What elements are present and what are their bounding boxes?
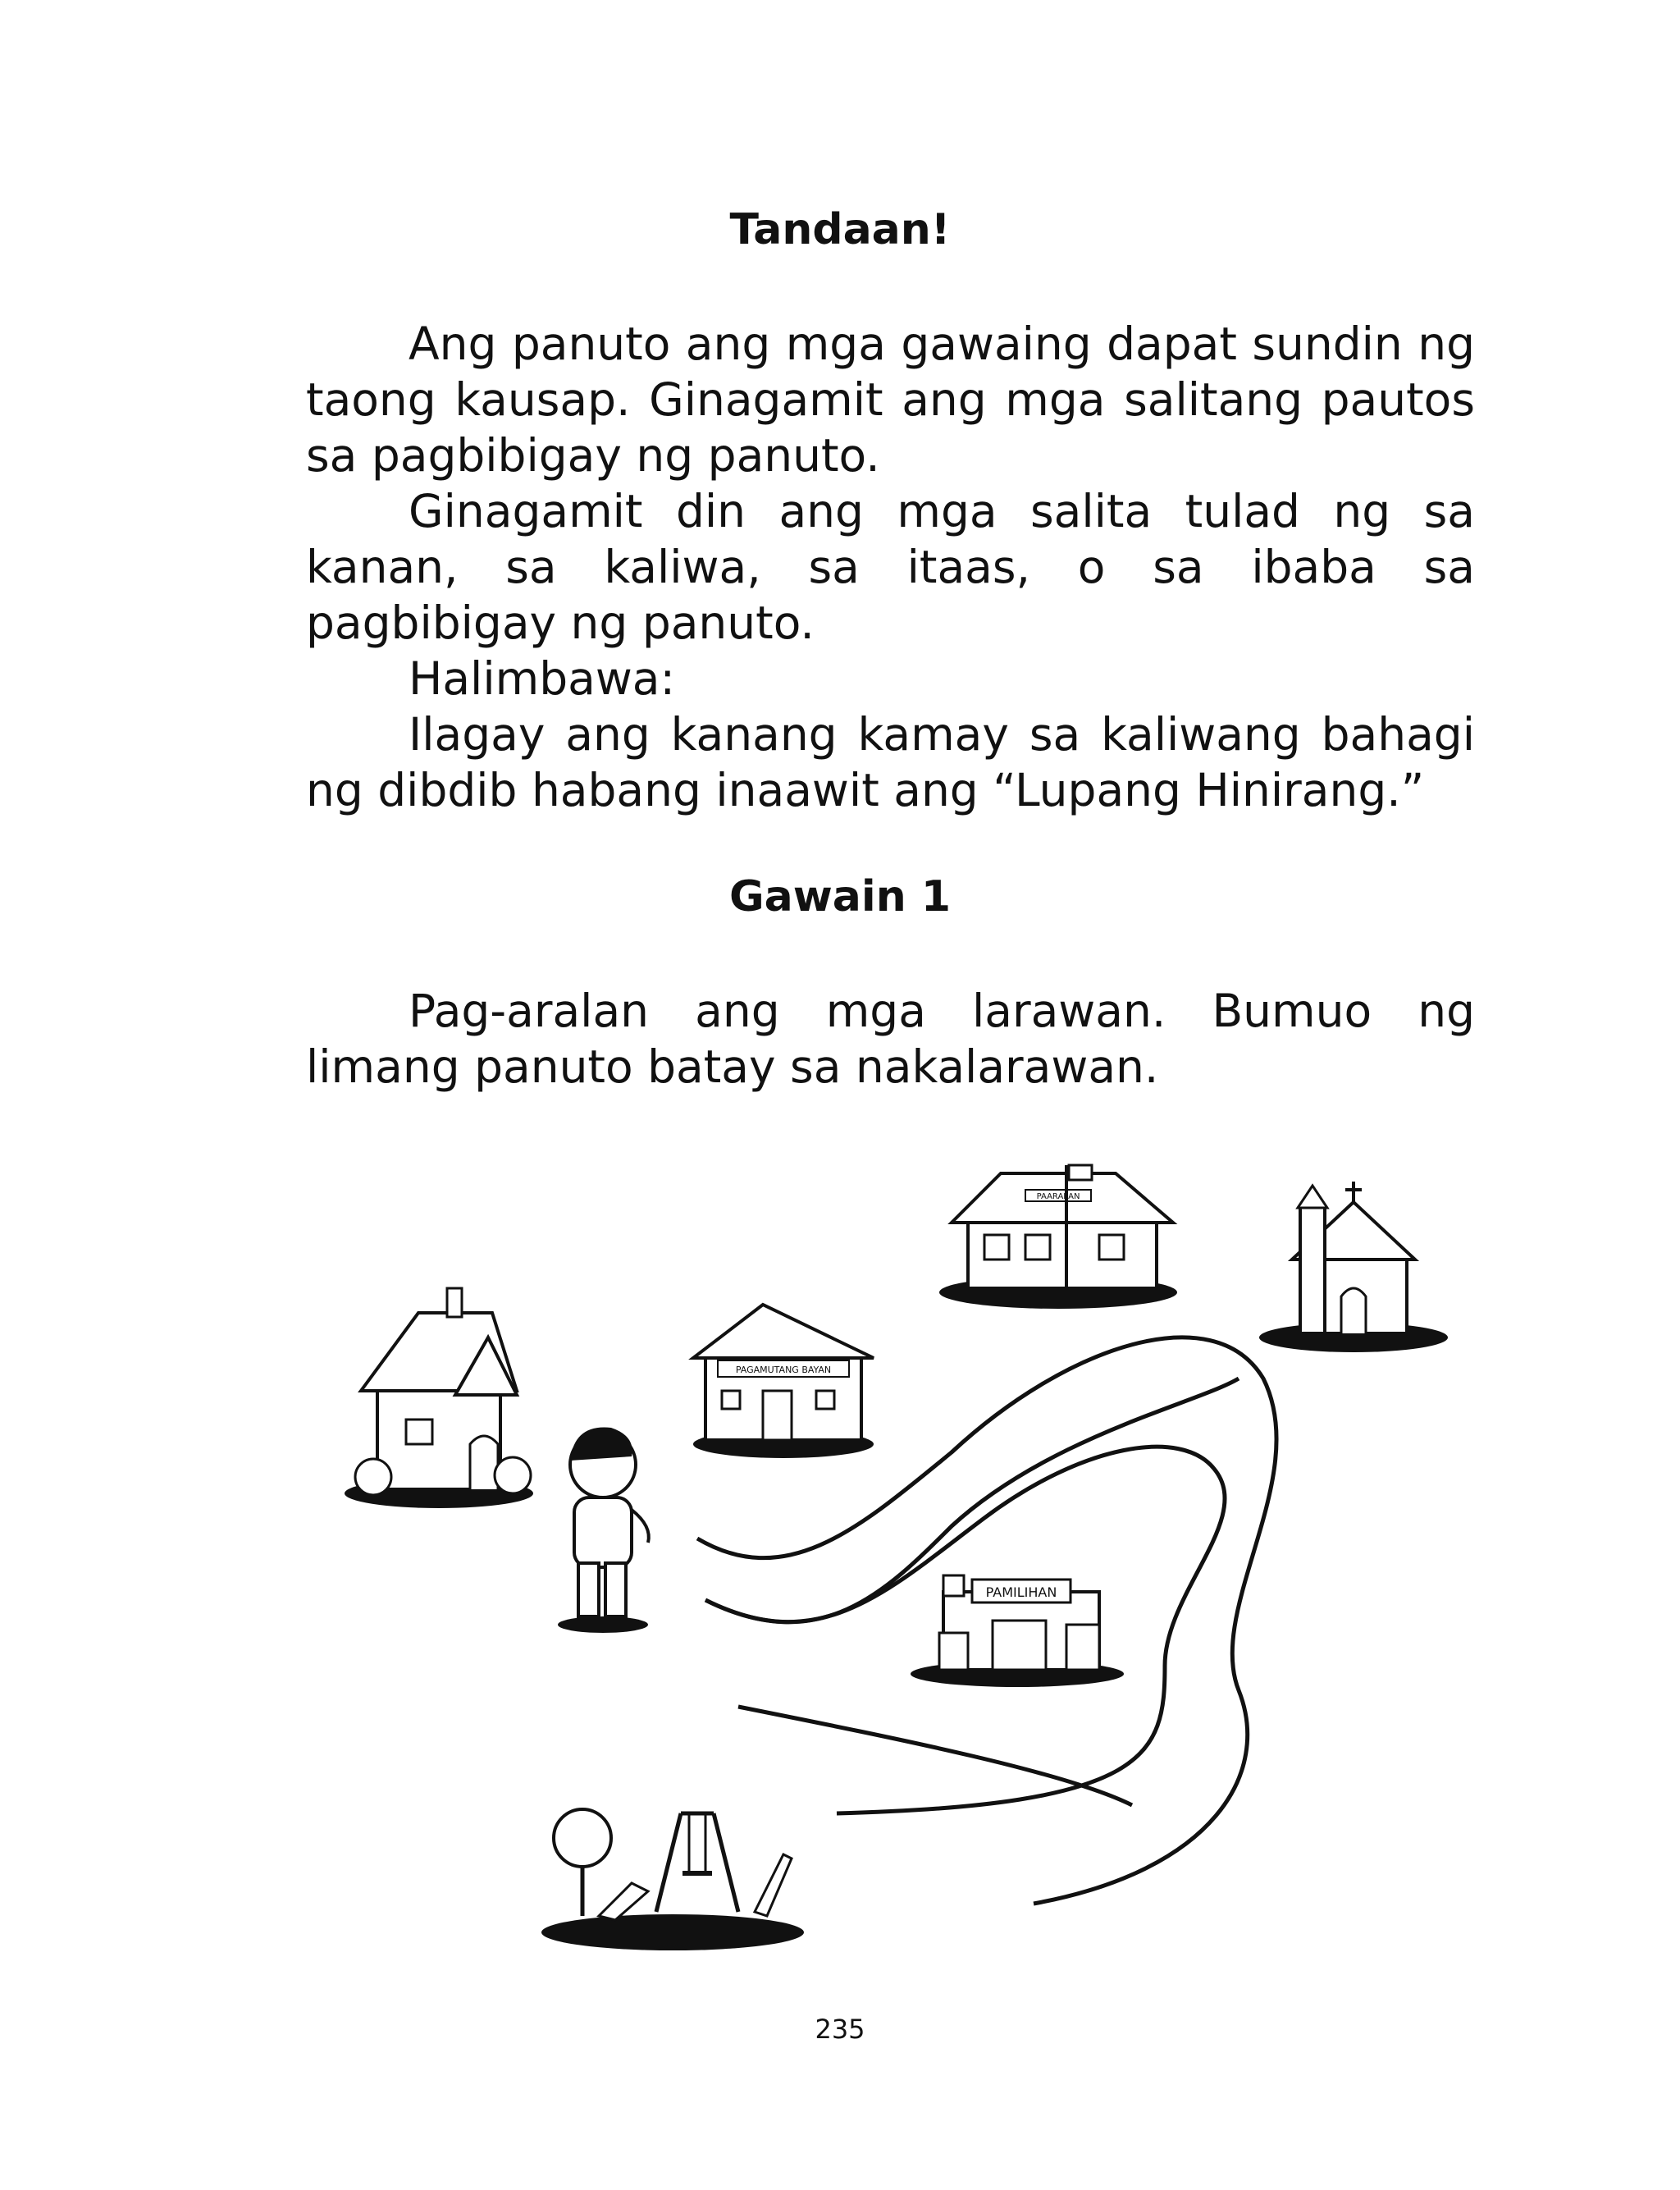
health-center-illustration — [693, 1305, 874, 1458]
church-illustration — [1259, 1182, 1448, 1352]
health-center-sign: PAGAMUTANG BAYAN — [735, 1365, 832, 1375]
activity-instruction: Pag-aralan ang mga larawan. Bumuo ng limang panuto batay sa nakalarawan. — [306, 985, 1475, 1093]
remember-paragraph-1: Ang panuto ang mga gawaing dapat sundin ng taong kausap. Ginagamit ang mga salitang pautos sa pagbibigay ng panuto. — [306, 318, 1475, 482]
page-number: 235 — [815, 2014, 865, 2045]
school-sign: PAARALAN — [1036, 1192, 1080, 1201]
heading-gawain: Gawain 1 — [728, 872, 952, 921]
heading-tandaan: Tandaan! — [729, 205, 951, 254]
example-label: Halimbawa: — [409, 652, 676, 705]
boy-illustration — [558, 1428, 649, 1634]
market-illustration — [911, 1575, 1124, 1687]
school-illustration — [939, 1165, 1177, 1309]
map-illustration — [0, 1132, 1680, 1986]
house-illustration — [345, 1288, 533, 1508]
example-sentence: Ilagay ang kanang kamay sa kaliwang bahagi ng dibdib habang inaawit ang “Lupang Hinirang.” — [306, 708, 1475, 816]
remember-paragraph-2: Ginagamit din ang mga salita tulad ng sa kanan, sa kaliwa, sa itaas, o sa ibaba sa pagbibigay ng panuto. — [306, 485, 1475, 649]
playground-illustration — [541, 1809, 804, 1950]
market-sign: PAMILIHAN — [985, 1584, 1057, 1600]
